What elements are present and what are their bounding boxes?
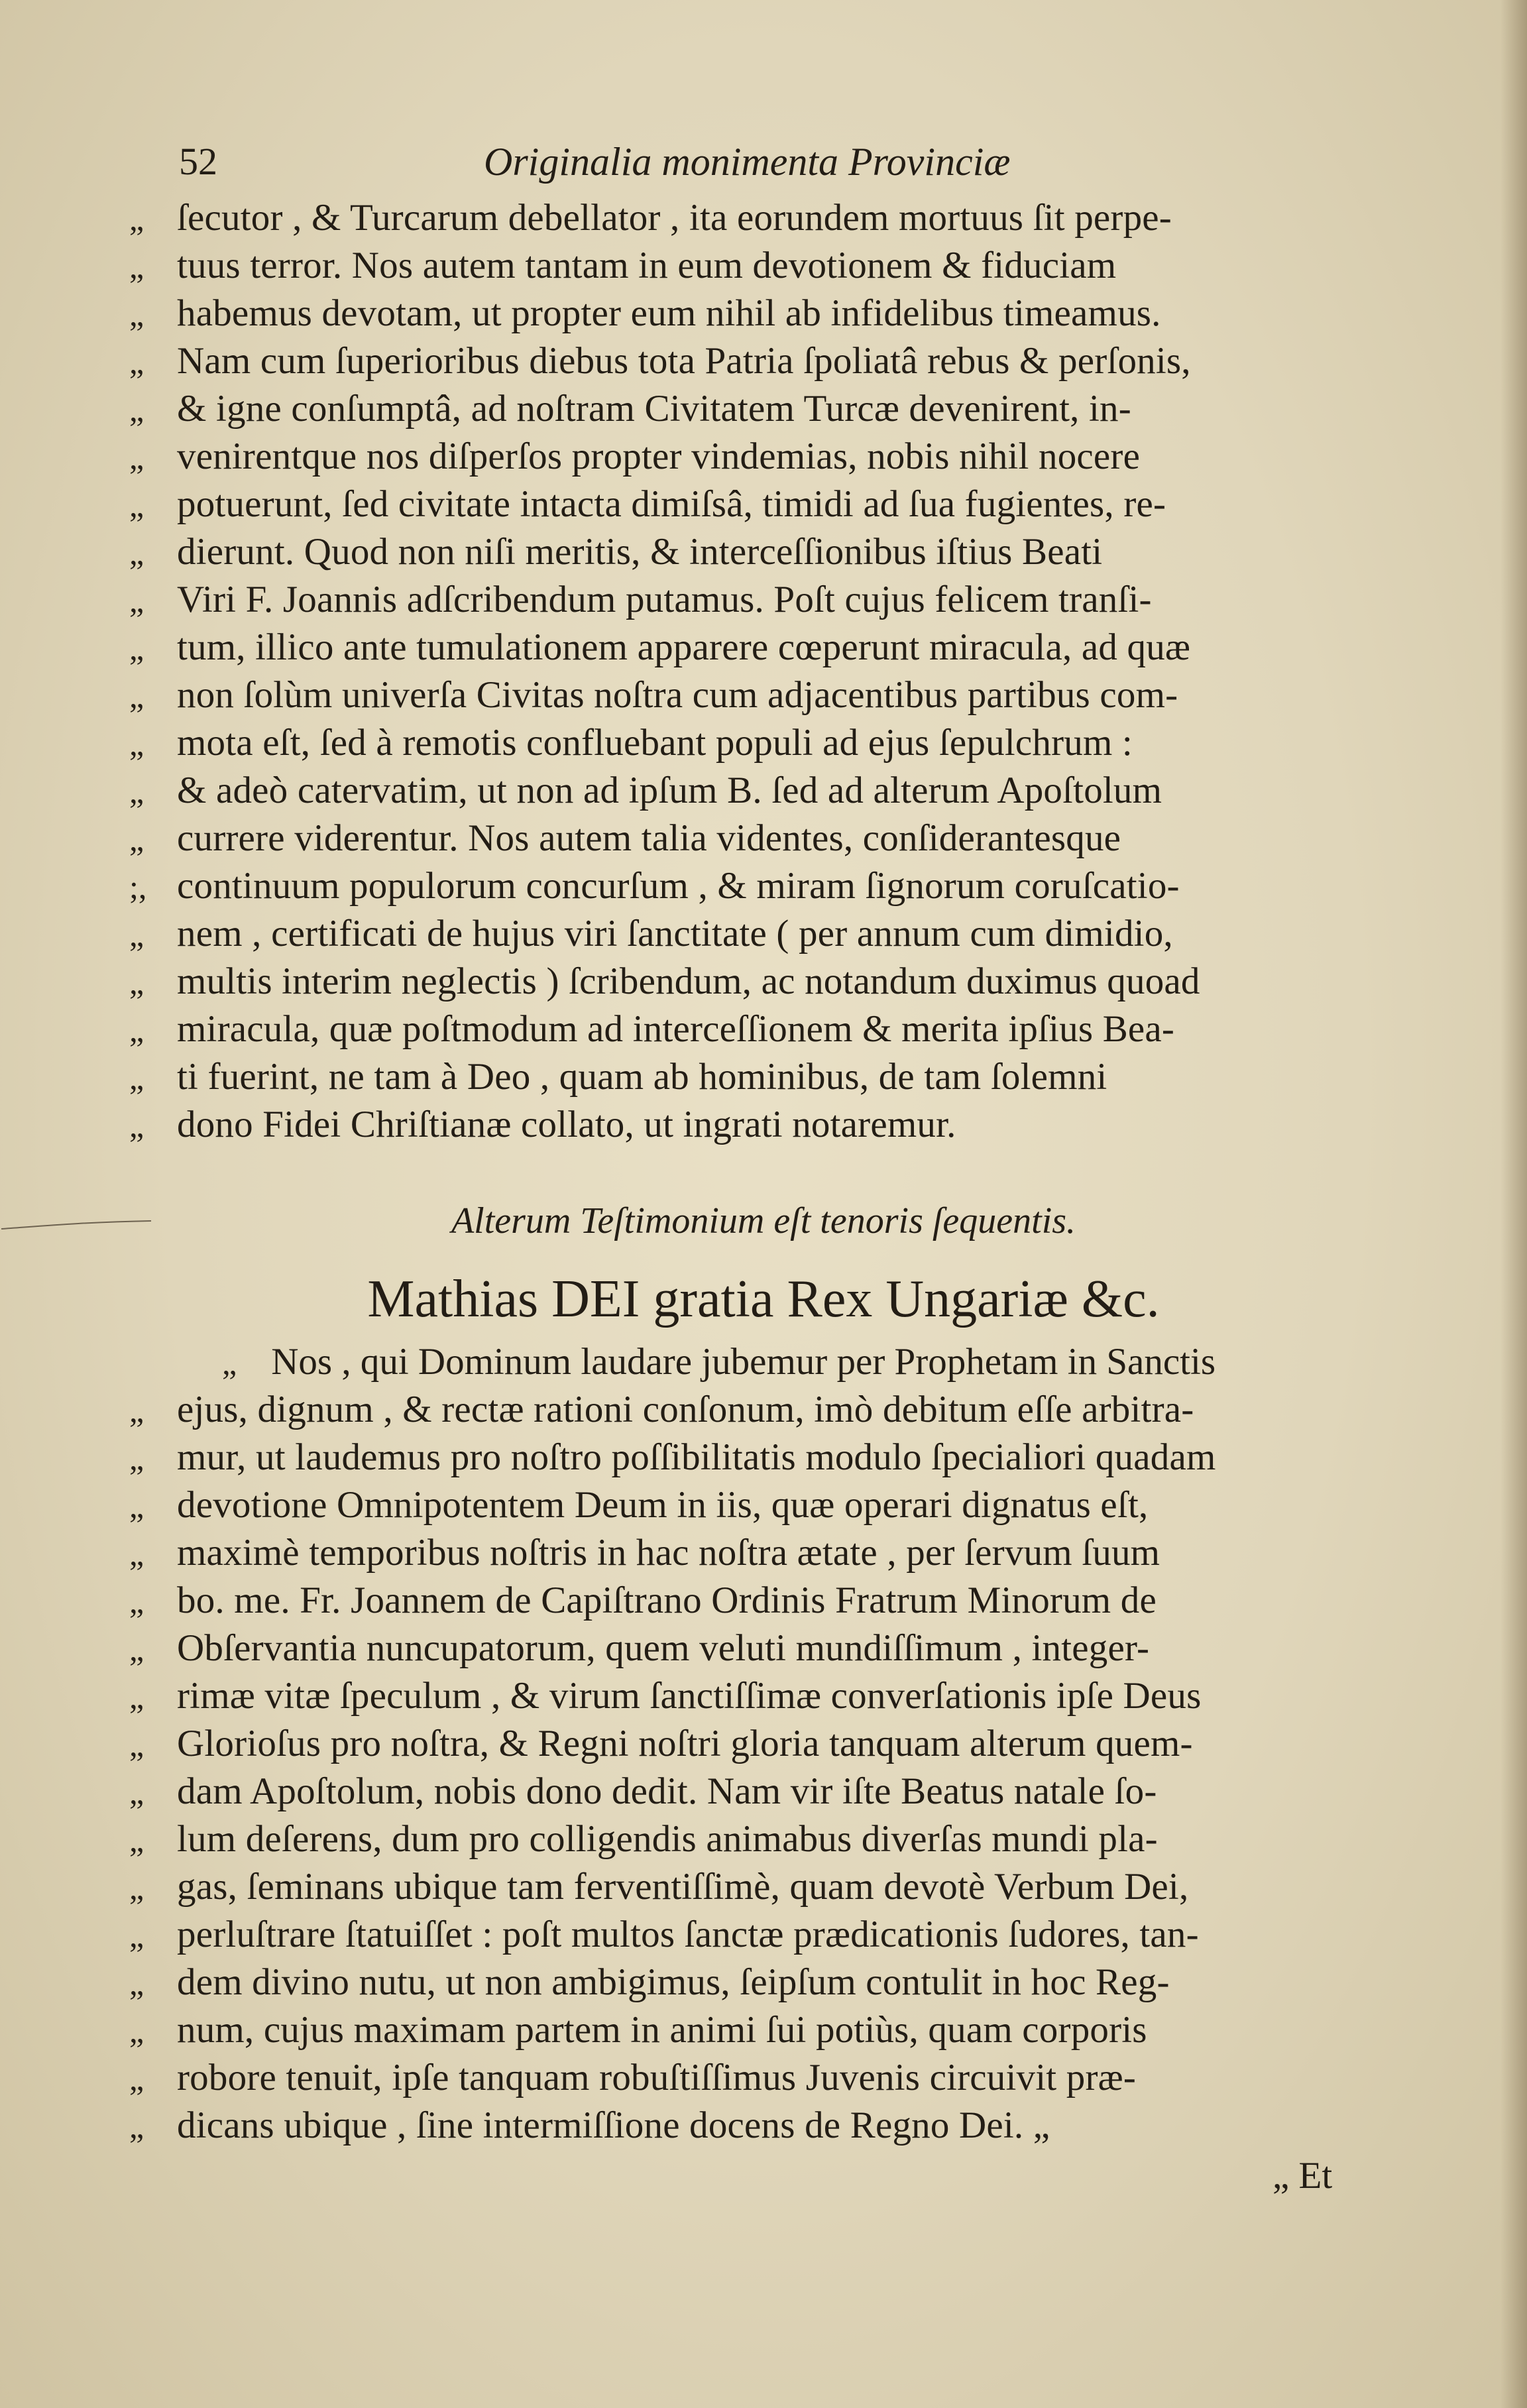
text-line — [129, 1483, 1428, 1531]
quote-mark: „ — [129, 677, 144, 715]
decree-first-line-text: Nos , qui Dominum laudare jubemur per Prophetam in Sanctis — [271, 1341, 1216, 1383]
text-line — [129, 1007, 1428, 1055]
text-line — [129, 483, 1428, 530]
line-text: ti fuerint, ne tam à Deo , quam ab hominibus, de tam ſolemni — [177, 1056, 1107, 1098]
text-line — [129, 817, 1428, 864]
quote-mark: „ — [129, 1821, 144, 1859]
line-text: robore tenuit, ipſe tanquam robuſtiſſimus Juvenis circuivit præ- — [177, 2057, 1137, 2098]
quote-mark: „ — [129, 1965, 144, 2002]
line-text: Viri F. Joannis adſcribendum putamus. Poſt cujus felicem tranſi- — [177, 579, 1152, 620]
quote-mark: „ — [129, 1487, 144, 1524]
line-text: & adeò catervatim, ut non ad ipſum B. ſed ad alterum Apoſtolum — [177, 770, 1162, 811]
section-subheading: Alterum Teſtimonium eſt tenoris ſequentis. — [451, 1200, 1076, 1241]
text-line — [129, 1388, 1428, 1436]
line-text: ejus, dignum , & rectæ rationi conſonum, imò debitum eſſe arbitra- — [177, 1389, 1194, 1430]
line-text: tum, illico ante tumulationem apparere cœperunt miracula, ad quæ — [177, 626, 1191, 668]
quote-mark: „ — [129, 248, 144, 285]
quote-mark: „ — [129, 1392, 144, 1429]
text-line — [129, 1627, 1428, 1674]
line-text: lum deſerens, dum pro colligendis animabus diverſas mundi pla- — [177, 1818, 1158, 1860]
line-text: devotione Omnipotentem Deum in iis, quæ operari dignatus eſt, — [177, 1484, 1149, 1526]
quote-mark: „ — [129, 296, 144, 333]
text-line — [129, 578, 1428, 626]
line-text: habemus devotam, ut propter eum nihil ab infidelibus timeamus. — [177, 292, 1161, 334]
text-line — [129, 1103, 1428, 1151]
line-text: miracula, quæ poſtmodum ad interceſſionem & merita ipſius Bea- — [177, 1008, 1175, 1050]
line-text: dam Apoſtolum, nobis dono dedit. Nam vir iſte Beatus natale ſo- — [177, 1770, 1157, 1812]
text-line — [129, 1722, 1428, 1770]
page-number: 52 — [179, 140, 217, 183]
line-text: num, cujus maximam partem in animi ſui potiùs, quam corporis — [177, 2009, 1147, 2051]
text-line — [129, 912, 1428, 960]
quote-mark: „ — [129, 773, 144, 810]
text-line — [129, 530, 1428, 578]
line-text: dem divino nutu, ut non ambigimus, ſeipſum contulit in hoc Reg- — [177, 1961, 1170, 2003]
line-text: ſecutor , & Turcarum debellator , ita eorundem mortuus ſit perpe- — [177, 197, 1172, 239]
decree-text-block — [129, 1388, 1428, 2151]
text-line — [129, 1770, 1428, 1817]
quote-mark: „ — [129, 630, 144, 667]
running-title: Originalia monimenta Provinciæ — [484, 140, 1011, 184]
text-line — [129, 387, 1428, 435]
text-line — [129, 1055, 1428, 1103]
line-text: gas, ſeminans ubique tam ferventiſſimè, quam devotè Verbum Dei, — [177, 1866, 1189, 1908]
quote-mark: „ — [129, 534, 144, 571]
quote-mark: „ — [129, 2108, 144, 2145]
line-text: & igne conſumptâ, ad noſtram Civitatem Turcæ devenirent, in- — [177, 388, 1131, 430]
line-text: nem , certificati de hujus viri ſanctitate ( per annum cum dimidio, — [177, 913, 1173, 954]
line-text: dono Fidei Chriſtianæ collato, ut ingrati notaremur. — [177, 1104, 956, 1145]
quote-mark: „ — [129, 1583, 144, 1620]
line-text: mur, ut laudemus pro noſtro poſſibilitatis modulo ſpecialiori quadam — [177, 1436, 1216, 1478]
text-line — [129, 244, 1428, 292]
line-text: tuus terror. Nos autem tantam in eum devotionem & fiduciam — [177, 245, 1117, 286]
line-text: maximè temporibus noſtris in hac noſtra ætate , per ſervum ſuum — [177, 1532, 1160, 1574]
text-line — [129, 626, 1428, 673]
text-line — [129, 1674, 1428, 1722]
text-line — [129, 673, 1428, 721]
text-line — [129, 1913, 1428, 1961]
line-text: currere viderentur. Nos autem talia videntes, conſiderantesque — [177, 817, 1121, 859]
text-line — [129, 864, 1428, 912]
line-text: potuerunt, ſed civitate intacta dimiſsâ, timidi ad ſua fugientes, re- — [177, 483, 1166, 525]
testimony-text-block — [129, 196, 1428, 1151]
text-line — [129, 721, 1428, 769]
quote-mark: „ — [129, 343, 144, 380]
text-line — [129, 292, 1428, 339]
line-text: multis interim neglectis ) ſcribendum, ac notandum duximus quoad — [177, 960, 1200, 1002]
text-line — [129, 196, 1428, 244]
quote-mark: „ — [129, 1440, 144, 1477]
quote-mark: „ — [129, 821, 144, 858]
text-line — [129, 339, 1428, 387]
quote-mark: „ — [129, 2012, 144, 2049]
line-text: Glorioſus pro noſtra, & Regni noſtri gloria tanquam alterum quem- — [177, 1723, 1193, 1764]
quote-mark: „ — [129, 1774, 144, 1811]
quote-mark: „ — [129, 725, 144, 762]
quote-mark: „ — [129, 487, 144, 524]
quote-mark: „ — [129, 439, 144, 476]
line-text: non ſolùm univerſa Civitas noſtra cum adjacentibus partibus com- — [177, 674, 1178, 716]
line-text: continuum populorum concurſum , & miram ſignorum coruſcatio- — [177, 865, 1180, 907]
quote-mark: „ — [129, 1726, 144, 1763]
quote-mark: „ — [129, 1059, 144, 1096]
line-text: rimæ vitæ ſpeculum , & virum ſanctiſſimæ converſationis ipſe Deus — [177, 1675, 1202, 1717]
catchword: „ Et — [1272, 2155, 1333, 2197]
decree-first-line — [222, 1340, 1216, 1383]
text-line — [129, 1579, 1428, 1627]
line-text: Nam cum ſuperioribus diebus tota Patria ſpoliatâ rebus & perſonis, — [177, 340, 1191, 382]
quote-mark: „ — [129, 964, 144, 1001]
line-text: bo. me. Fr. Joannem de Capiſtrano Ordinis Fratrum Minorum de — [177, 1579, 1157, 1621]
line-text: mota eſt, ſed à remotis confluebant populi ad ejus ſepulchrum : — [177, 722, 1133, 764]
text-line — [129, 769, 1428, 817]
text-line — [129, 1436, 1428, 1483]
quote-mark: „ — [129, 916, 144, 953]
page-header — [179, 139, 1418, 192]
text-line — [129, 1961, 1428, 2008]
line-text: venirentque nos diſperſos propter vindemias, nobis nihil nocere — [177, 435, 1141, 477]
quote-mark: „ — [129, 1631, 144, 1668]
section-heading: Mathias DEI gratia Rex Ungariæ &c. — [367, 1270, 1160, 1328]
text-line — [129, 1865, 1428, 1913]
text-line — [129, 2056, 1428, 2104]
quote-mark: „ — [129, 1869, 144, 1906]
text-line — [129, 435, 1428, 483]
quote-mark: „ — [222, 1344, 237, 1381]
quote-mark: „ — [129, 2060, 144, 2097]
quote-mark: „ — [129, 1678, 144, 1715]
quote-mark: „ — [129, 1917, 144, 1954]
line-text: Obſervantia nuncupatorum, quem veluti mundiſſimum , integer- — [177, 1627, 1150, 1669]
line-text: dicans ubique , ſine intermiſſione docens de Regno Dei. „ — [177, 2104, 1050, 2146]
text-line — [129, 2008, 1428, 2056]
quote-mark: ;, — [129, 868, 147, 905]
quote-mark: „ — [129, 1011, 144, 1049]
line-text: dierunt. Quod non niſi meritis, & interceſſionibus iſtius Beati — [177, 531, 1103, 573]
quote-mark: „ — [129, 200, 144, 237]
text-line — [129, 960, 1428, 1007]
line-text: perluſtrare ſtatuiſſet : poſt multos ſanctæ prædicationis ſudores, tan- — [177, 1914, 1199, 1955]
text-line — [129, 1817, 1428, 1865]
quote-mark: „ — [129, 582, 144, 619]
quote-mark: „ — [129, 1107, 144, 1144]
text-line — [129, 2104, 1428, 2151]
quote-mark: „ — [129, 391, 144, 428]
quote-mark: „ — [129, 1535, 144, 1572]
text-line — [129, 1531, 1428, 1579]
